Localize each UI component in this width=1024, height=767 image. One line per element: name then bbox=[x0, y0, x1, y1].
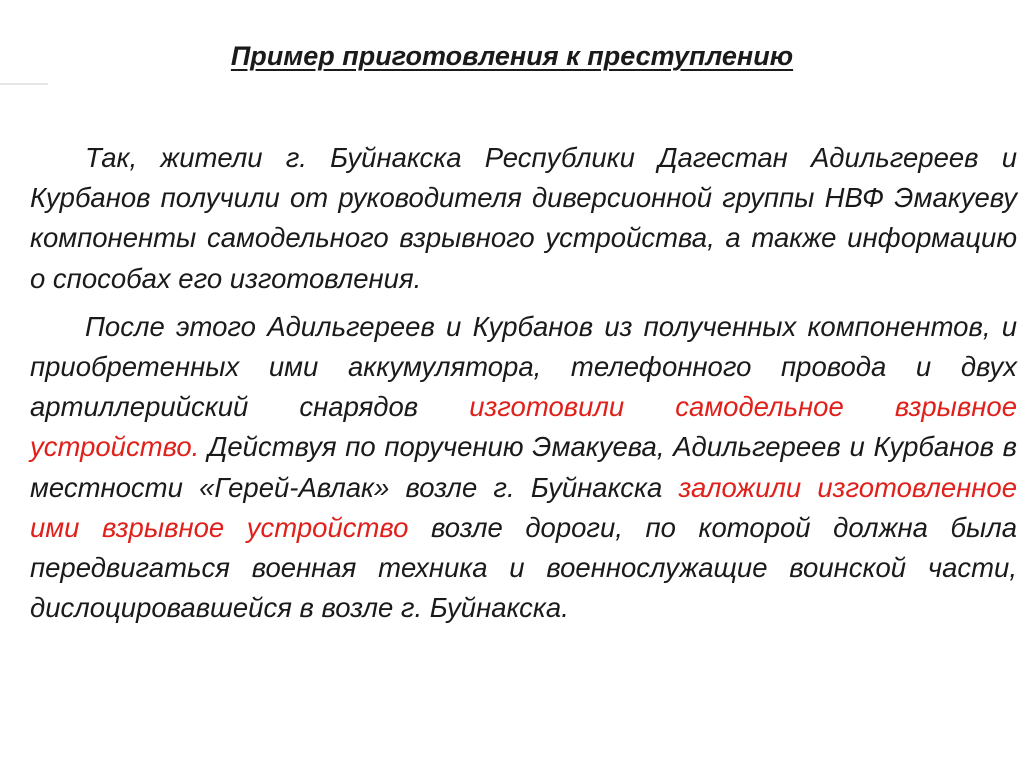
paragraph-2-text-3: возле дороги, по которой должна была передвигаться военная техника и военнослужащие воинской части, дислоцировавшейся в возле г. Буйнакска. bbox=[30, 511, 1018, 624]
paragraph-2 bbox=[30, 307, 1017, 629]
paragraph-2-text-2: Действуя по поручению Эмакуева, Адильгерeев и Курбанов в местности «Герей-Авлак» возле г. Буйнакска bbox=[30, 431, 1017, 503]
slide-body bbox=[30, 138, 1017, 628]
highlight-planted: заложили изготовленное ими взрывное устройство bbox=[30, 471, 1017, 543]
decorative-line bbox=[0, 83, 48, 85]
highlight-manufactured: изготовили самодельное взрывное устройство. bbox=[30, 391, 1017, 463]
paragraph-2-text-1: После этого Адильгерeев и Курбанов из полученных компонентов, и приобретенных ими аккумулятора, телефонного провода и двух артиллерийский снарядов bbox=[30, 310, 1017, 423]
paragraph-1: Так, жители г. Буйнакска Республики Дагестан Адильгерeев и Курбанов получили от руководителя диверсионной группы НВФ Эмакуеву компоненты самодельного взрывного устройства, а также информацию о способах его изготовления. bbox=[30, 142, 1017, 294]
slide-title: Пример приготовления к преступлению bbox=[230, 41, 794, 71]
